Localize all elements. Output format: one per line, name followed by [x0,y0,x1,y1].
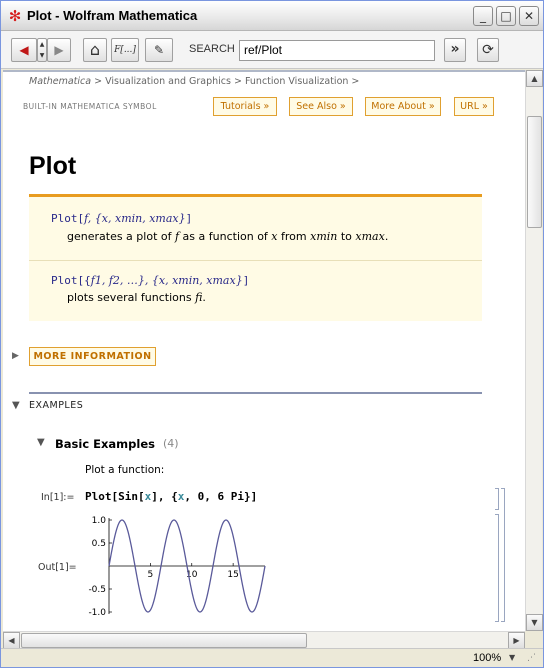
y-tick-label: 0.5 [91,539,106,549]
usage-code-head: Plot[{ [51,274,91,287]
usage-code-args: f1, f2, …}, {x, xmin, xmax} [90,274,243,287]
bookmark-icon: ✎ [153,43,165,57]
horizontal-scrollbar[interactable] [3,631,525,648]
input-cell-label: In[1]:= [41,492,75,503]
search-label: SEARCH [189,43,235,55]
usage-desc-text: from [277,230,311,243]
updown-arrows-icon: ▲ ▼ [39,41,45,59]
scroll-right-button[interactable] [508,632,525,649]
symbol-type-label: BUILT-IN MATHEMATICA SYMBOL [23,102,157,111]
tutorials-menu-button[interactable]: Tutorials » [213,97,277,116]
basic-examples-count: (4) [163,437,179,450]
input-cell-bracket[interactable] [495,488,499,510]
maximize-button[interactable] [496,6,516,26]
basic-examples-label[interactable]: Basic Examples [55,437,155,451]
window-title: Plot - Wolfram Mathematica [27,8,198,23]
scroll-up-icon: ▲ [531,74,538,83]
output-cell-label: Out[1]= [38,562,77,573]
usage-desc-var: xmax [355,230,385,243]
zoom-dropdown-icon[interactable]: ▼ [509,653,516,662]
scroll-down-icon: ▼ [531,618,538,627]
scroll-left-button[interactable] [3,632,20,649]
usage-code-tail: ] [242,274,250,287]
minimize-button[interactable] [473,6,493,26]
history-dropdown-button[interactable] [37,38,47,62]
usage-desc-1 [67,230,388,243]
title-bar [1,1,543,31]
code-variable: x [144,490,152,503]
back-button[interactable] [11,38,37,62]
more-info-expand-icon[interactable]: ▶ [12,351,19,361]
status-bar [1,648,543,667]
usage-desc-2 [67,291,206,304]
function-navigator-button[interactable] [111,38,139,62]
maximize-icon: □ [500,9,512,23]
scroll-left-icon: ◀ [8,636,15,645]
usage-separator [29,260,482,261]
breadcrumb-path[interactable]: > Visualization and Graphics > Function Visualization > [91,76,360,87]
bookmark-button[interactable] [145,38,173,62]
output-cell-bracket[interactable] [495,514,499,622]
function-navigator-label: F[...] [114,45,136,55]
more-information-button[interactable]: MORE INFORMATION [29,347,156,366]
minimize-icon: _ [480,9,486,23]
search-go-button[interactable] [444,38,466,62]
see-also-menu-button[interactable]: See Also » [289,97,353,116]
y-tick-label: -0.5 [88,585,106,595]
x-tick-label: 15 [227,570,239,580]
y-tick-label: 1.0 [91,516,106,526]
scroll-up-button[interactable] [526,70,543,87]
examples-collapse-icon[interactable]: ▼ [12,400,20,411]
zoom-level[interactable]: 100% [473,652,502,664]
more-about-menu-button[interactable]: More About » [365,97,441,116]
usage-desc-text: plots several functions [67,291,196,304]
usage-code-head: Plot[ [51,212,85,225]
vertical-scroll-thumb[interactable] [527,116,542,228]
breadcrumb [3,70,525,92]
url-menu-button[interactable]: URL » [454,97,494,116]
usage-code-args: f, {x, xmin, xmax} [84,212,186,225]
mathematica-app-icon: ✻ [8,7,22,25]
plot-ticks [88,516,238,618]
vertical-scrollbar[interactable] [525,70,542,631]
usage-desc-text: . [202,291,206,304]
usage-desc-var: fi [195,291,203,304]
horizontal-scroll-thumb[interactable] [21,633,307,648]
close-button[interactable] [519,6,539,26]
usage-desc-var: x [271,230,278,243]
basic-examples-collapse-icon[interactable]: ▼ [37,437,45,448]
usage-desc-text: as a function of [179,230,272,243]
input-cell-code[interactable] [85,490,257,503]
group-cell-bracket[interactable] [501,488,505,622]
refresh-button[interactable] [477,38,499,62]
usage-desc-var: f [174,230,180,243]
scroll-down-button[interactable] [526,614,543,631]
search-input[interactable]: ref/Plot [239,40,435,61]
usage-code-2 [51,274,249,287]
code-text: , 0, 6 Pi}] [184,490,258,503]
refresh-icon: ⟳ [482,42,494,58]
usage-code-1 [51,212,192,225]
resize-grip-icon[interactable]: ⋰ [527,653,536,663]
usage-desc-text: generates a plot of [67,230,175,243]
scroll-right-icon: ▶ [513,636,520,645]
help-toolbar [1,31,543,69]
example-caption: Plot a function: [85,464,165,476]
home-icon: ⌂ [89,40,101,59]
home-button[interactable] [83,38,107,62]
code-variable: x [177,490,185,503]
usage-desc-text: . [384,230,389,243]
y-tick-label: -1.0 [88,608,106,618]
examples-section-label[interactable]: EXAMPLES [29,400,84,411]
x-tick-label: 10 [186,570,198,580]
usage-desc-var: xmin [310,230,338,243]
documentation-page [3,70,525,631]
examples-divider [29,392,482,394]
usage-box [29,194,482,321]
usage-desc-text: to [337,230,356,243]
code-text: ], { [151,490,178,503]
usage-code-tail: ] [185,212,193,225]
page-title: Plot [29,152,77,180]
sine-plot [85,510,275,624]
code-text: Plot[Sin[ [85,490,145,503]
back-arrow-icon: ◀ [19,43,29,57]
go-icon: » [450,41,460,57]
x-tick-label: 5 [147,570,154,580]
symbol-header-row [3,92,525,122]
close-icon: ✕ [523,9,535,23]
forward-arrow-icon: ▶ [54,43,64,57]
forward-button[interactable] [47,38,71,62]
breadcrumb-root-link[interactable]: Mathematica [29,76,92,87]
